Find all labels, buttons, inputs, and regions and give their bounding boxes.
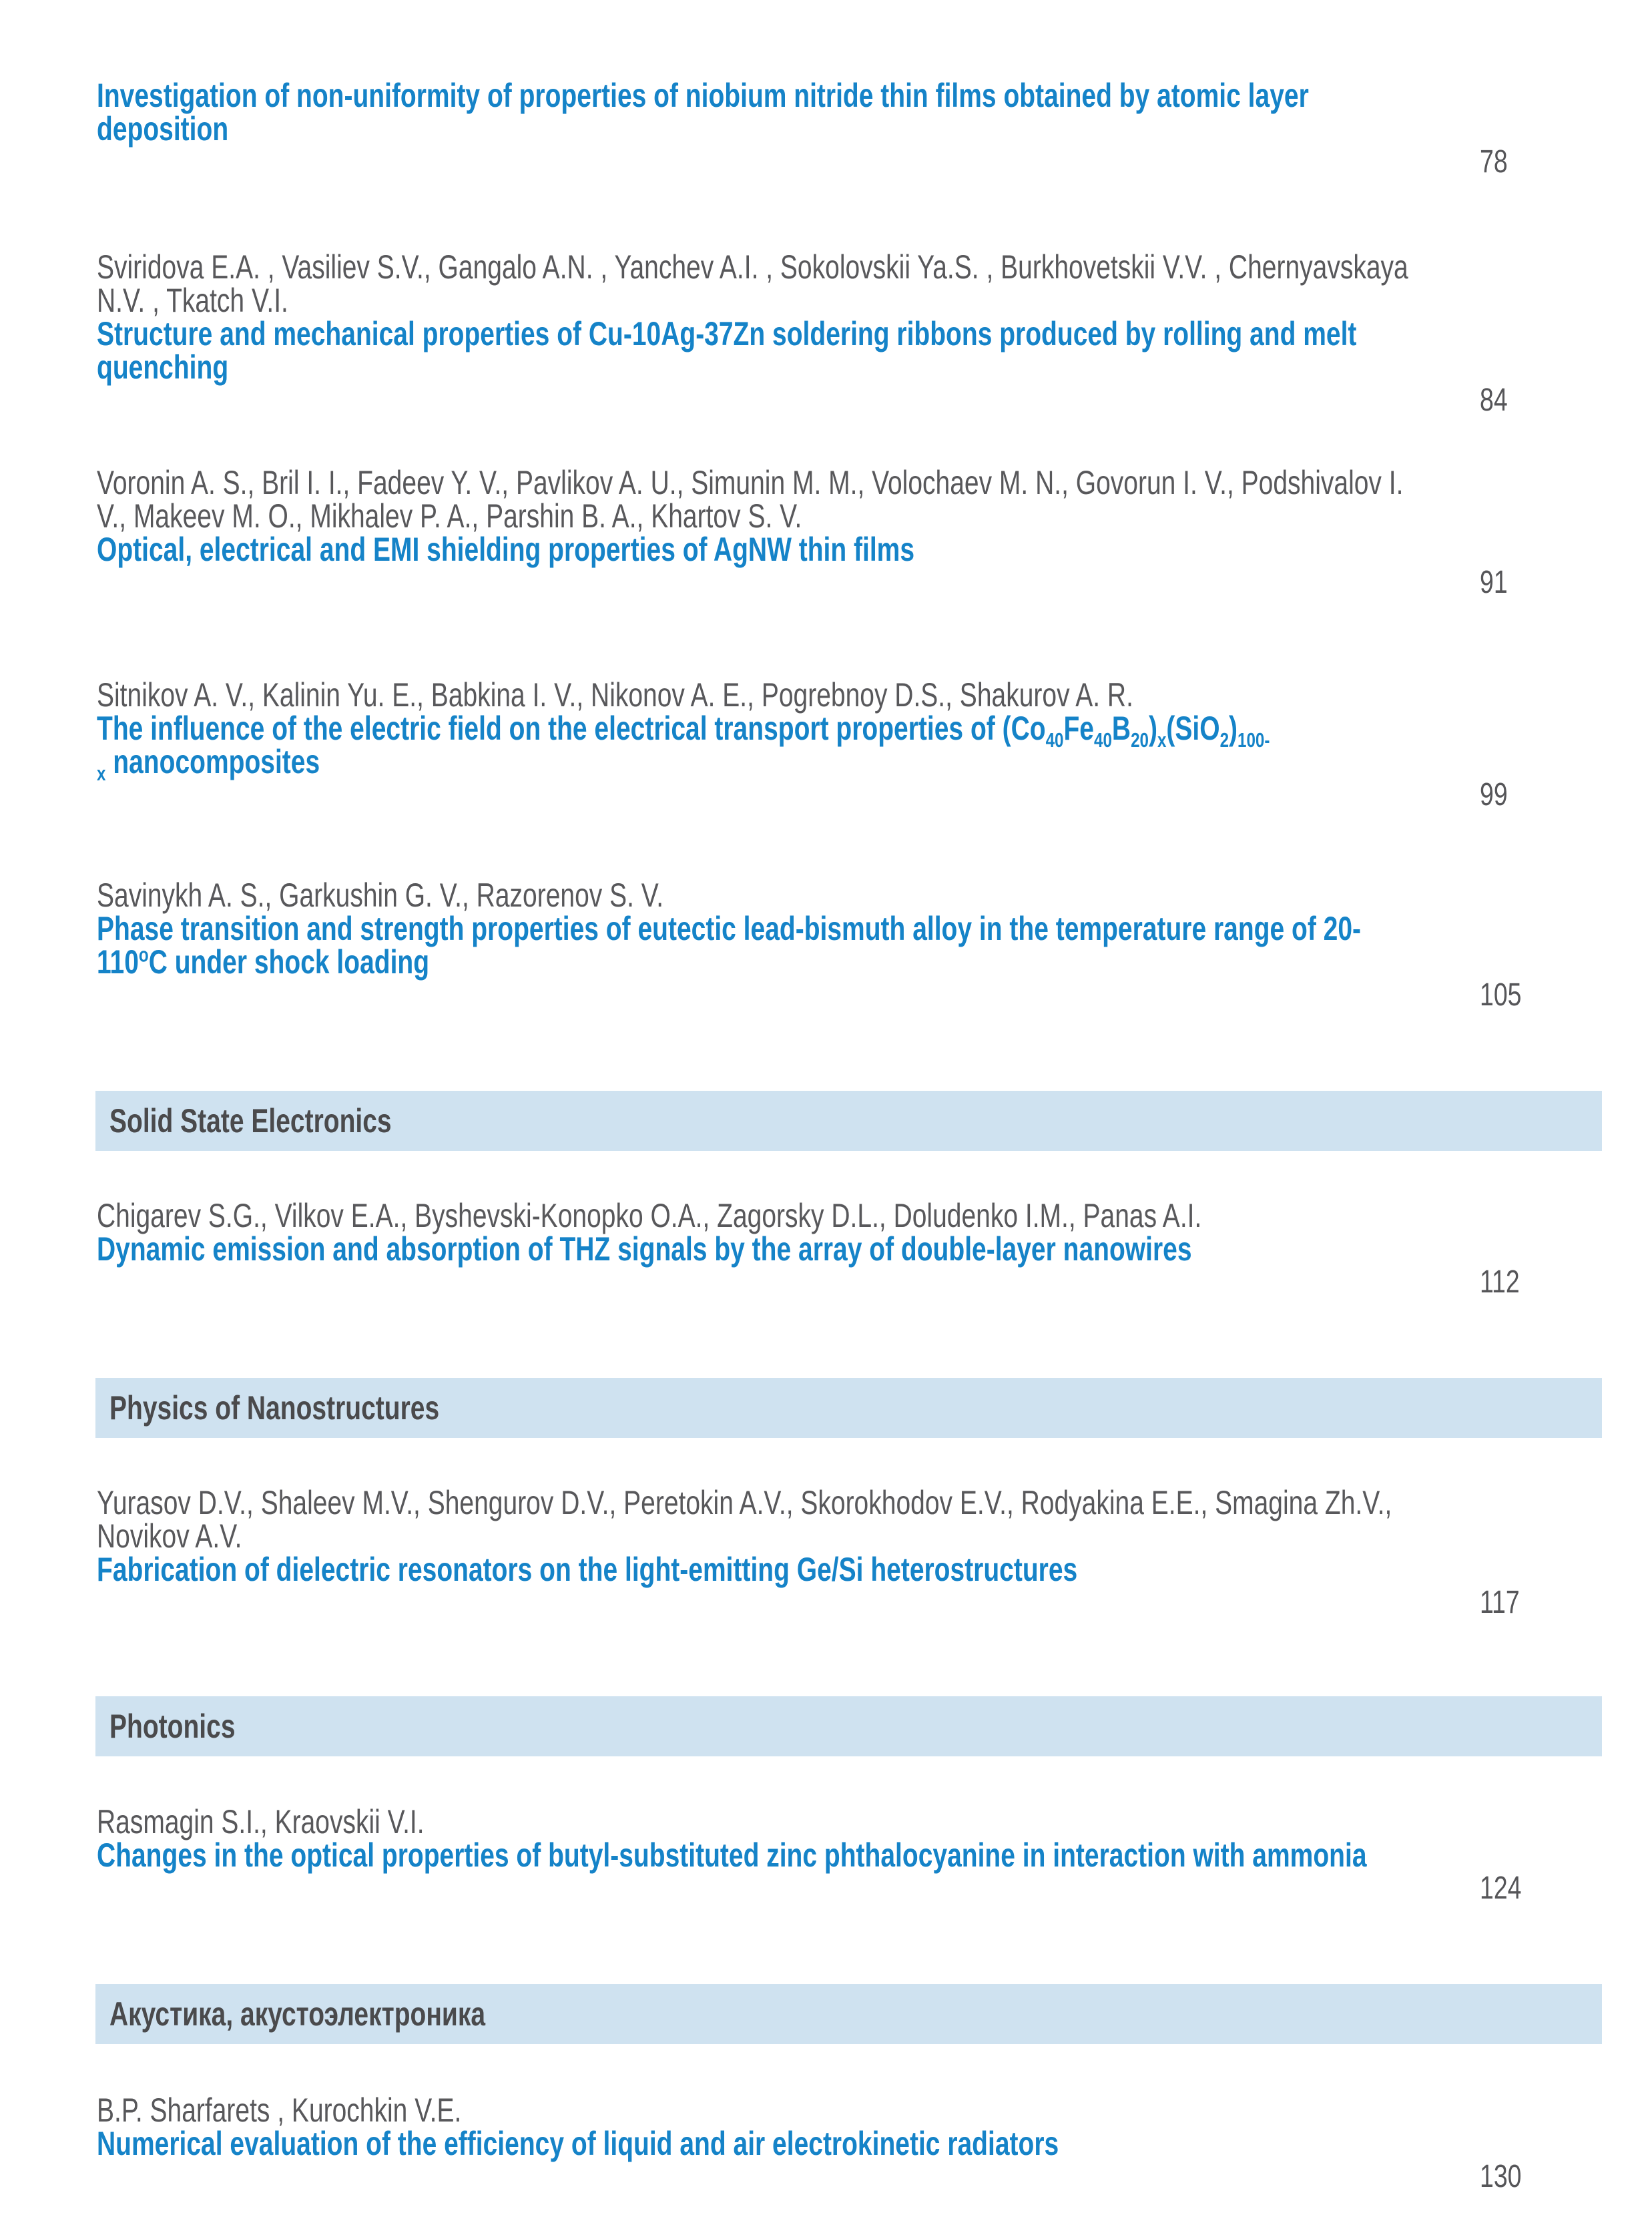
subscript-text: 20 bbox=[1131, 728, 1149, 752]
entry-page-number[interactable]: 112 bbox=[1480, 1264, 1520, 1300]
entry-author-line: Novikov A.V. bbox=[97, 1517, 242, 1555]
title-text: (SiO bbox=[1166, 710, 1220, 747]
entry-page-line bbox=[97, 1872, 1605, 1905]
entry-authors bbox=[97, 466, 1605, 533]
entry-author-line: Chigarev S.G., Vilkov E.A., Byshevski-Konopko O.A., Zagorsky D.L., Doludenko I.M., Panas A.I. bbox=[97, 1197, 1202, 1234]
entry-title-link[interactable] bbox=[97, 1553, 1605, 1586]
entry-title-line: Optical, electrical and EMI shielding properties of AgNW thin films bbox=[97, 531, 915, 568]
toc-entry bbox=[97, 466, 1605, 599]
entry-title-link[interactable] bbox=[97, 2127, 1605, 2160]
entry-page-number[interactable]: 105 bbox=[1480, 977, 1522, 1013]
superscript-text: o bbox=[138, 943, 149, 967]
subscript-text: x bbox=[1157, 728, 1167, 752]
entry-authors bbox=[97, 1805, 1605, 1838]
entry-title-link[interactable] bbox=[97, 317, 1605, 384]
subscript-text: 40 bbox=[1045, 728, 1064, 752]
entry-author-line: N.V. , Tkatch V.I. bbox=[97, 282, 288, 319]
toc-entry bbox=[97, 1486, 1605, 1620]
entry-title-line bbox=[97, 945, 1274, 979]
entry-authors bbox=[97, 2093, 1605, 2127]
entry-title-line bbox=[97, 743, 1274, 785]
section-label: Photonics bbox=[109, 1708, 236, 1745]
entry-author-line: Rasmagin S.I., Kraovskii V.I. bbox=[97, 1803, 425, 1840]
toc-entry bbox=[97, 879, 1605, 1012]
entry-authors bbox=[97, 250, 1605, 317]
entry-page-line bbox=[97, 1586, 1605, 1620]
entry-title-link[interactable] bbox=[97, 79, 1605, 146]
toc-entry bbox=[97, 79, 1605, 179]
entry-page-number[interactable]: 84 bbox=[1480, 383, 1508, 418]
entry-authors bbox=[97, 879, 1605, 912]
toc-entry bbox=[97, 1199, 1605, 1299]
entry-title-line: Investigation of non-uniformity of properties of niobium nitride thin films obtained by atomic layer bbox=[97, 77, 1309, 114]
title-text: C under shock loading bbox=[148, 943, 430, 981]
entry-authors bbox=[97, 678, 1605, 712]
entry-title-link[interactable] bbox=[97, 533, 1605, 566]
section-bar bbox=[95, 1378, 1602, 1438]
title-text: ) bbox=[1229, 710, 1238, 747]
entry-page-number[interactable]: 130 bbox=[1480, 2159, 1522, 2194]
entry-page-line bbox=[97, 2160, 1605, 2194]
subscript-text: x bbox=[97, 762, 106, 785]
section-bar bbox=[95, 1984, 1602, 2044]
entry-title-line: Changes in the optical properties of butyl-substituted zinc phthalocyanine in interaction with ammonia bbox=[97, 1836, 1367, 1874]
entry-title-link[interactable] bbox=[97, 1838, 1605, 1872]
entry-title-line: Fabrication of dielectric resonators on the light-emitting Ge/Si heterostructures bbox=[97, 1551, 1078, 1588]
title-text: The influence of the electric field on the electrical transport properties of (Co bbox=[97, 710, 1046, 747]
title-text: Fe bbox=[1063, 710, 1095, 747]
title-text: ) bbox=[1148, 710, 1157, 747]
section-label: Solid State Electronics bbox=[109, 1102, 392, 1140]
toc-entry bbox=[97, 250, 1605, 417]
section-label: Акустика, акустоэлектроника bbox=[109, 1995, 486, 2033]
entry-page-line bbox=[97, 778, 1605, 812]
entry-authors bbox=[97, 1486, 1605, 1553]
entry-author-line: Yurasov D.V., Shaleev M.V., Shengurov D.V., Peretokin A.V., Skorokhodov E.V., Rodyakina E.E., Smagina Zh.V., bbox=[97, 1484, 1392, 1521]
entry-page-number[interactable]: 117 bbox=[1480, 1585, 1520, 1620]
entry-title-link[interactable] bbox=[97, 710, 1605, 785]
subscript-text: 2 bbox=[1219, 728, 1229, 752]
entry-author-line: V., Makeev M. O., Mikhalev P. A., Parshin B. A., Khartov S. V. bbox=[97, 497, 802, 535]
entry-author-line: Sviridova E.A. , Vasiliev S.V., Gangalo A.N. , Yanchev A.I. , Sokolovskii Ya.S. , Burkhovetskii V.V. , Chernyavskaya bbox=[97, 248, 1408, 286]
toc-entry bbox=[97, 1805, 1605, 1905]
entry-page-number[interactable]: 124 bbox=[1480, 1871, 1522, 1906]
entry-page-line bbox=[97, 979, 1605, 1012]
entry-authors bbox=[97, 1199, 1605, 1232]
section-bar bbox=[95, 1091, 1602, 1151]
entry-page-line bbox=[97, 146, 1605, 179]
entry-author-line: B.P. Sharfarets , Kurochkin V.E. bbox=[97, 2091, 462, 2129]
entry-title-line: Numerical evaluation of the efficiency of liquid and air electrokinetic radiators bbox=[97, 2125, 1059, 2162]
entry-page-line bbox=[97, 566, 1605, 599]
entry-title-line: deposition bbox=[97, 110, 229, 148]
section-label: Physics of Nanostructures bbox=[109, 1389, 440, 1427]
entry-page-line bbox=[97, 1266, 1605, 1299]
subscript-text: 100- bbox=[1237, 728, 1270, 752]
entry-title-link[interactable] bbox=[97, 912, 1605, 979]
entry-title-line: Phase transition and strength properties of eutectic lead-bismuth alloy in the temperature range of 20- bbox=[97, 910, 1362, 947]
title-text: 110 bbox=[97, 943, 139, 981]
entry-title-line: quenching bbox=[97, 348, 229, 386]
section-bar bbox=[95, 1696, 1602, 1756]
entry-author-line: Sitnikov A. V., Kalinin Yu. E., Babkina I. V., Nikonov A. E., Pogrebnoy D.S., Shakurov A. R. bbox=[97, 676, 1133, 714]
entry-title-line: Dynamic emission and absorption of THZ signals by the array of double-layer nanowires bbox=[97, 1230, 1192, 1268]
entry-page-line bbox=[97, 384, 1605, 417]
title-text: nanocomposites bbox=[105, 743, 320, 780]
entry-title-line: Structure and mechanical properties of Cu-10Ag-37Zn soldering ribbons produced by rolling and melt bbox=[97, 315, 1357, 352]
entry-title-link[interactable] bbox=[97, 1232, 1605, 1266]
entry-page-number[interactable]: 99 bbox=[1480, 777, 1508, 812]
entry-page-number[interactable]: 91 bbox=[1480, 565, 1508, 600]
title-text: B bbox=[1111, 710, 1131, 747]
entry-title-line bbox=[97, 710, 1274, 752]
toc-entry bbox=[97, 2093, 1605, 2194]
entry-page-number[interactable]: 78 bbox=[1480, 144, 1508, 180]
toc-entry bbox=[97, 678, 1605, 812]
subscript-text: 40 bbox=[1094, 728, 1112, 752]
entry-author-line: Voronin A. S., Bril I. I., Fadeev Y. V., Pavlikov A. U., Simunin M. M., Volochaev M. N., Govorun I. V., Podshivalov I. bbox=[97, 464, 1404, 501]
entry-author-line: Savinykh A. S., Garkushin G. V., Razorenov S. V. bbox=[97, 877, 664, 914]
